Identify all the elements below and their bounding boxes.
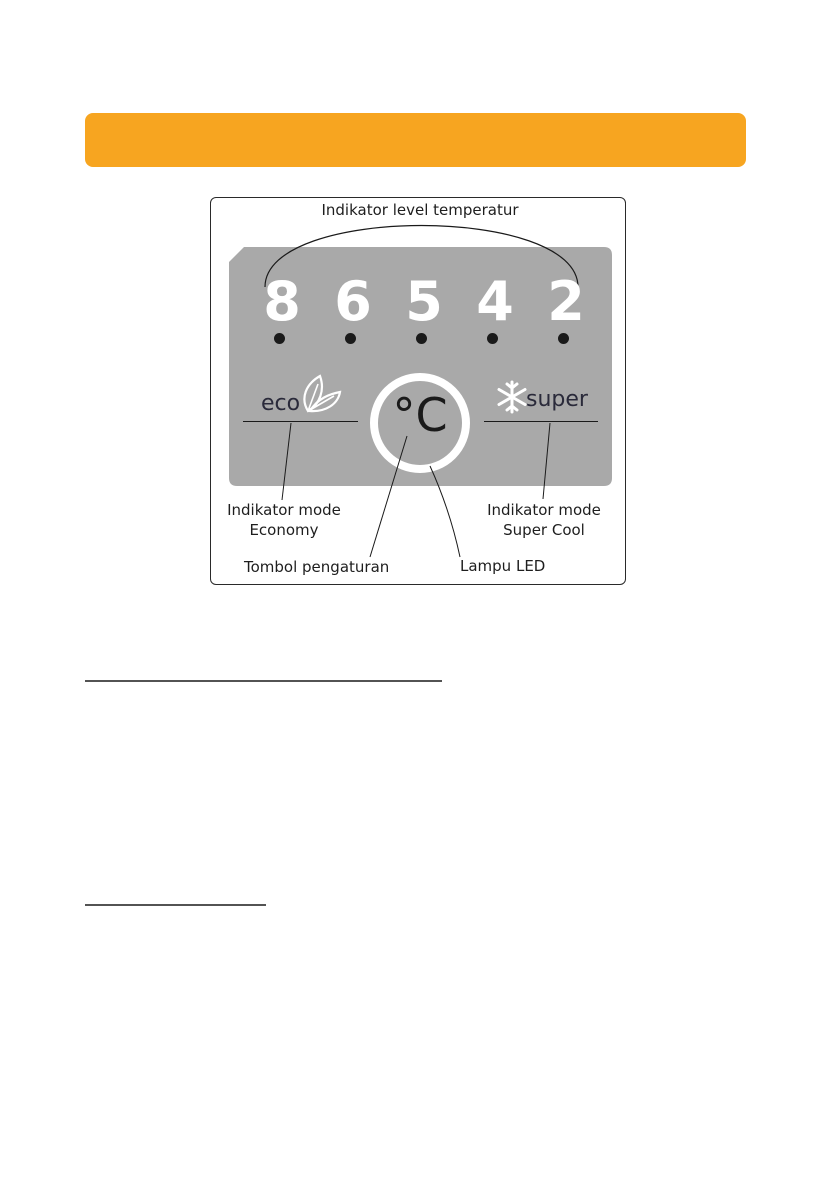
eco-mode-label: eco (261, 391, 301, 416)
level-dot-4 (487, 333, 498, 344)
super-underline (484, 421, 598, 422)
led-callout: Lampu LED (460, 557, 546, 575)
super-callout-line2: Super Cool (503, 521, 585, 539)
eco-callout-line1: Indikator mode (227, 501, 341, 519)
super-callout-line1: Indikator mode (487, 501, 601, 519)
level-digit-2: 2 (547, 270, 585, 333)
eco-underline (243, 421, 358, 422)
level-digit-4: 4 (476, 270, 514, 333)
super-mode-label: super (526, 387, 588, 412)
level-dot-5 (416, 333, 427, 344)
eco-callout-line2: Economy (249, 521, 319, 539)
level-digit-8: 8 (263, 270, 301, 333)
level-digit-5: 5 (405, 270, 443, 333)
level-dot-8 (274, 333, 285, 344)
level-dot-2 (558, 333, 569, 344)
temperature-level-label: Indikator level temperatur (321, 201, 519, 219)
level-digit-6: 6 (334, 270, 372, 333)
level-dot-6 (345, 333, 356, 344)
settings-button[interactable]: °C (392, 388, 448, 442)
button-callout: Tombol pengaturan (244, 558, 390, 576)
